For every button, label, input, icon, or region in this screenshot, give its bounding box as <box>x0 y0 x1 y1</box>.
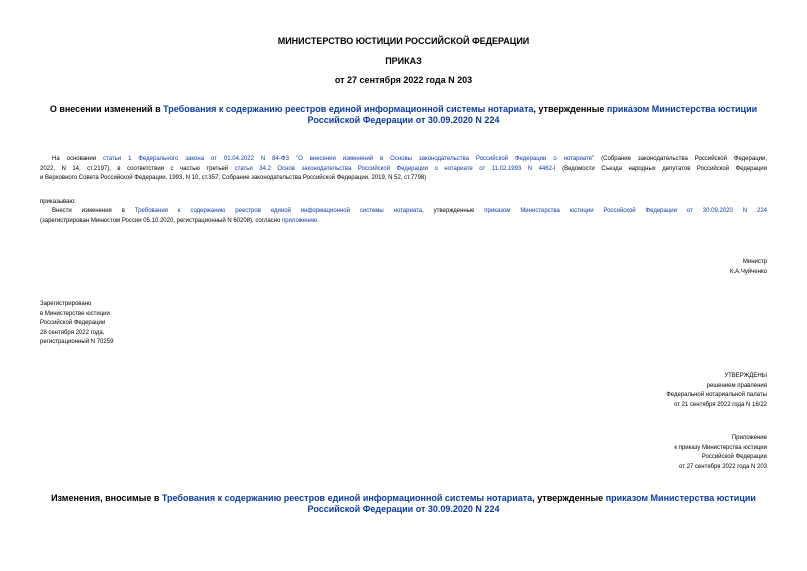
changes-title-middle: , утвержденные <box>532 493 606 503</box>
order-line-2 <box>40 217 767 227</box>
order-text-3: (зарегистрирован Минюстом России 05.10.2020, регистрационный N 60208), согласно <box>40 217 282 224</box>
approved-block <box>666 372 767 410</box>
changes-title-prefix: Изменения, вносимые в <box>51 493 162 503</box>
ministry-header: МИНИСТЕРСТВО ЮСТИЦИИ РОССИЙСКОЙ ФЕДЕРАЦИИ <box>277 36 530 46</box>
order-text-2: , утвержденные <box>422 208 485 214</box>
registration-line: Зарегистрировано <box>40 301 92 307</box>
title-prefix: О внесении изменений в <box>49 104 164 114</box>
preamble-text-4: (Ведомости Съезда народных депутатов Российской Федерации <box>555 165 767 172</box>
appendix-line: Приложение <box>731 435 767 441</box>
appendix-line: Российской Федерации <box>701 454 767 460</box>
minister-name: К.А.Чуйченко <box>730 268 767 275</box>
signature-block <box>730 258 767 277</box>
document-title <box>40 104 767 126</box>
order-ministry-link[interactable]: приказом Министерства юстиции Российской Федерации от 30.09.2020 N 224 <box>484 208 767 214</box>
appendix-line: от 27 сентября 2022 года N 203 <box>678 463 767 470</box>
preamble-text-2: (Собрание законодательства Российской Федерации, <box>594 156 767 162</box>
changes-title <box>40 493 767 515</box>
document-date-number: от 27 сентября 2022 года N 203 <box>334 75 473 85</box>
appendix-line: к приказу Министерства юстиции <box>674 444 767 451</box>
preamble-text-3: 2022, N 14, ст.2197), в соответствии с частью третьей <box>40 165 235 172</box>
approved-line: решением правления <box>706 382 767 389</box>
order-link-continued[interactable]: Российской Федерации от 30.09.2020 N 224 <box>307 115 500 125</box>
order-text-4: . <box>317 217 319 224</box>
approved-line: Федеральной нотариальной палаты <box>666 392 767 398</box>
changes-order-link[interactable]: приказом Министерства юстиции <box>605 493 756 503</box>
preamble-text-1: На основании <box>52 156 104 162</box>
appendix-link[interactable]: приложению <box>281 217 318 224</box>
minister-title: Министр <box>742 259 767 265</box>
notary-law-link[interactable]: статьи 34.2 Основ законодательства Российской Федерации о нотариате от 11.02.1993 N 4462-I <box>234 165 556 172</box>
changes-order-link-continued[interactable]: Российской Федерации от 30.09.2020 N 224 <box>307 504 500 514</box>
approved-line: от 21 сентября 2022 года N 16/22 <box>673 401 767 408</box>
order-text-1: Внести изменения в <box>52 208 135 214</box>
order-word: приказываю: <box>40 199 76 205</box>
federal-law-link[interactable]: статьи 1 Федерального закона от 01.04.2022 N 84-ФЗ "О внесении изменений в Основы законодательства Российской Федерации о нотариате" <box>103 156 595 162</box>
registration-line: 28 сентября 2022 года, <box>40 329 105 336</box>
preamble-text-5: и Верховного Совета Российской Федерации, 1993, N 10, ст.357; Собрание законодательства Российской Федерации, 2019, N 52, ст.7798) <box>40 175 427 181</box>
registration-line: Российской Федерации <box>40 320 106 326</box>
registration-line: регистрационный N 70259 <box>40 339 114 345</box>
preamble-line-1 <box>40 155 767 165</box>
order-link[interactable]: приказом Министерства юстиции <box>606 104 758 114</box>
registration-line: в Министерстве юстиции <box>40 310 110 317</box>
title-middle: , утвержденные <box>533 104 607 114</box>
document-type: ПРИКАЗ <box>385 56 422 66</box>
order-requirements-link[interactable]: Требования к содержанию реестров единой информационной системы нотариата <box>134 208 423 214</box>
changes-requirements-link[interactable]: Требования к содержанию реестров единой информационной системы нотариата <box>161 493 533 503</box>
preamble-line-2 <box>40 165 767 175</box>
registration-block <box>40 300 113 348</box>
appendix-block <box>674 434 767 472</box>
order-paragraph <box>40 207 767 226</box>
requirements-link[interactable]: Требования к содержанию реестров единой информационной системы нотариата <box>163 104 534 114</box>
order-line-1 <box>40 207 767 217</box>
approved-line: УТВЕРЖДЕНЫ <box>724 373 767 379</box>
preamble-paragraph <box>40 155 767 184</box>
